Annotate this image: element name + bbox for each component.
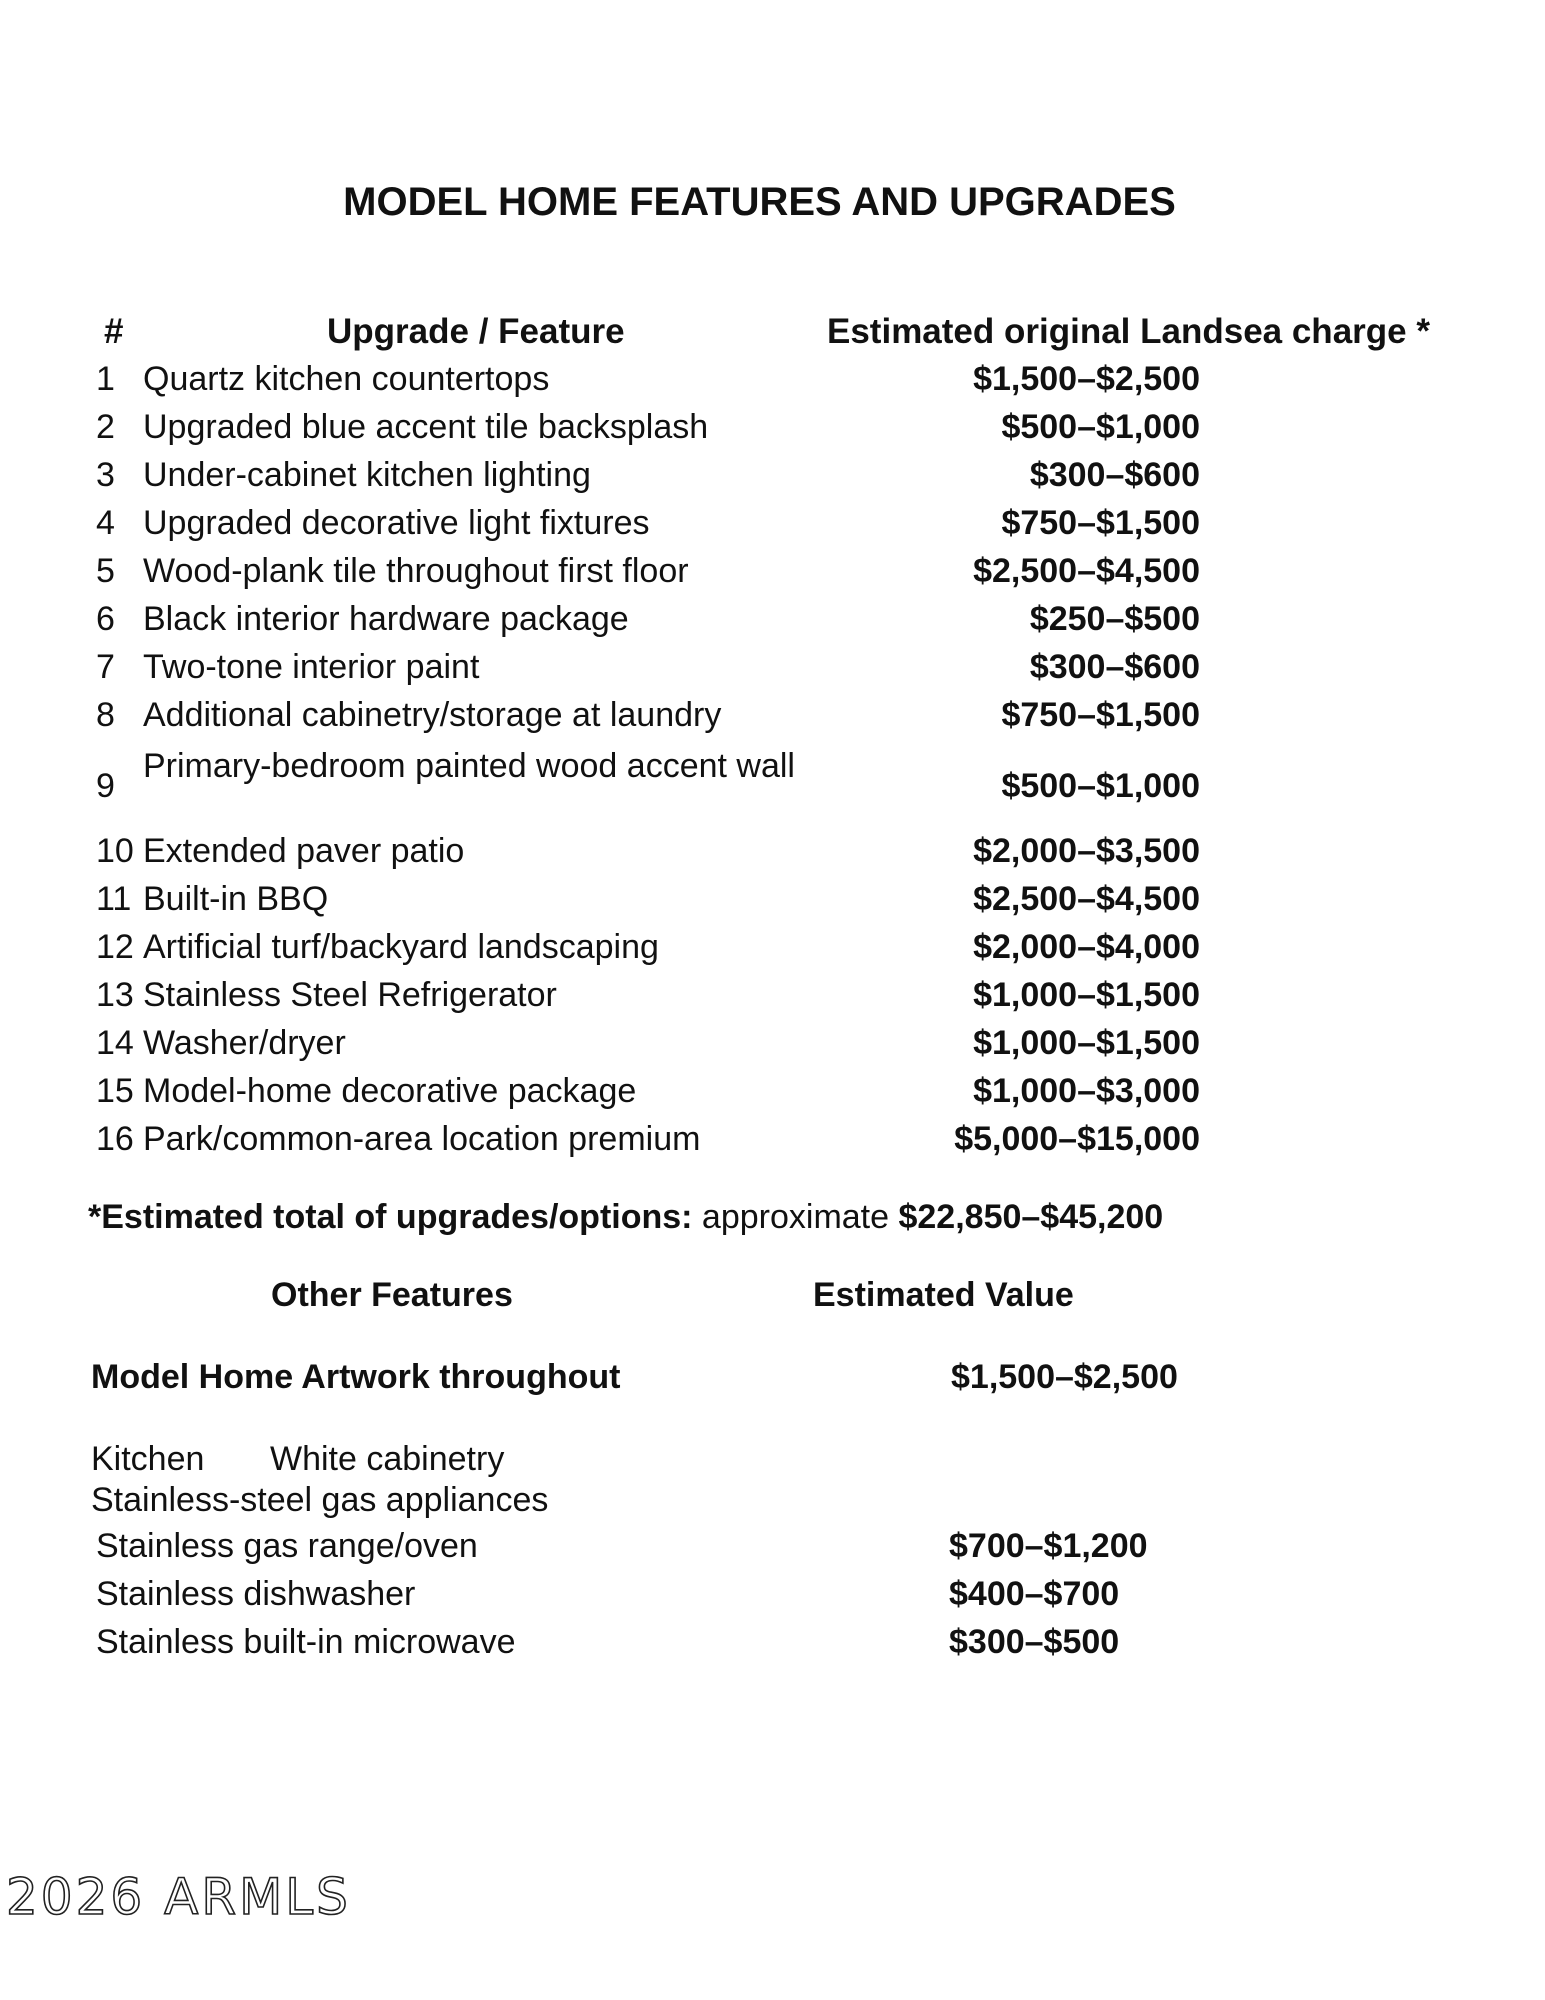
row-number: 15 [96,1072,134,1110]
row-price: $750–$1,500 [1001,696,1200,734]
appliance-value: $700–$1,200 [949,1527,1148,1565]
row-feature: Extended paver patio [143,832,465,870]
row-price: $1,000–$3,000 [973,1072,1200,1110]
table-row [0,360,1545,408]
table-row [0,696,1545,744]
row-feature: Upgraded decorative light fixtures [143,504,650,542]
row-price: $300–$600 [1029,456,1200,494]
table-row [0,976,1545,1024]
estimated-value-header: Estimated Value [813,1276,1074,1314]
row-feature: Wood-plank tile throughout first floor [143,552,689,590]
other-features-header: Other Features [271,1276,513,1314]
table-row [0,832,1545,880]
row-price: $5,000–$15,000 [954,1120,1200,1158]
total-label: *Estimated total of upgrades/options: [88,1198,693,1236]
row-price: $300–$600 [1029,648,1200,686]
total-qualifier: approximate [692,1198,899,1236]
row-number: 8 [96,696,115,734]
row-number: 2 [96,408,115,446]
row-number: 7 [96,648,115,686]
row-number: 14 [96,1024,134,1062]
table-row [0,408,1545,456]
table-row [0,880,1545,928]
row-number: 3 [96,456,115,494]
row-feature: Black interior hardware package [143,600,629,638]
row-feature: Washer/dryer [143,1024,346,1062]
row-number: 13 [96,976,134,1014]
row-feature: Upgraded blue accent tile backsplash [143,408,709,446]
table-row [0,552,1545,600]
row-number: 4 [96,504,115,542]
appliances-label: Stainless-steel gas appliances [91,1481,549,1519]
kitchen-detail: White cabinetry [270,1440,505,1478]
row-number: 10 [96,832,134,870]
table-row [0,648,1545,696]
artwork-label: Model Home Artwork throughout [91,1358,621,1396]
page-title-text: MODEL HOME FEATURES AND UPGRADES [343,180,1176,224]
row-price: $2,500–$4,500 [973,880,1200,918]
row-feature: Additional cabinetry/storage at laundry [143,696,722,734]
row-price: $2,000–$4,000 [973,928,1200,966]
table-row [0,504,1545,552]
row-price: $250–$500 [1029,600,1200,638]
row-number: 9 [96,767,115,805]
appliance-value: $300–$500 [949,1623,1120,1661]
watermark: 2026 ARMLS [6,1868,351,1926]
row-number: 12 [96,928,134,966]
row-number: 1 [96,360,115,398]
appliance-label: Stainless gas range/oven [96,1527,478,1565]
artwork-value: $1,500–$2,500 [951,1358,1178,1396]
row-price: $2,500–$4,500 [973,552,1200,590]
row-price: $500–$1,000 [1001,767,1200,805]
kitchen-label: Kitchen [91,1440,205,1478]
total-value: $22,850–$45,200 [898,1198,1164,1236]
table-row [0,1024,1545,1072]
row-price: $500–$1,000 [1001,408,1200,446]
row-price: $1,000–$1,500 [973,1024,1200,1062]
row-feature: Under-cabinet kitchen lighting [143,456,591,494]
row-number: 6 [96,600,115,638]
row-feature: Primary-bedroom painted wood accent wall [143,747,795,785]
row-feature: Stainless Steel Refrigerator [143,976,557,1014]
page-title [0,180,1545,225]
row-feature: Artificial turf/backyard landscaping [143,928,659,966]
row-feature: Park/common-area location premium [143,1120,701,1158]
table-row [0,747,1545,831]
column-header-charge: Estimated original Landsea charge * [827,312,1430,351]
row-feature: Model-home decorative package [143,1072,637,1110]
row-feature: Two-tone interior paint [143,648,480,686]
row-number: 5 [96,552,115,590]
row-price: $750–$1,500 [1001,504,1200,542]
table-row [0,600,1545,648]
table-row [0,1072,1545,1120]
row-price: $1,500–$2,500 [973,360,1200,398]
row-price: $1,000–$1,500 [973,976,1200,1014]
column-header-feature: Upgrade / Feature [327,312,625,351]
appliance-label: Stainless built-in microwave [96,1623,516,1661]
row-feature: Built-in BBQ [143,880,329,918]
table-row [0,928,1545,976]
estimated-total [88,1198,1163,1237]
table-row [0,1120,1545,1168]
row-feature: Quartz kitchen countertops [143,360,550,398]
appliance-value: $400–$700 [949,1575,1120,1613]
row-price: $2,000–$3,500 [973,832,1200,870]
row-number: 16 [96,1120,134,1158]
table-row [0,456,1545,504]
appliance-label: Stainless dishwasher [96,1575,416,1613]
row-number: 11 [96,880,132,918]
column-header-number: # [104,312,124,351]
